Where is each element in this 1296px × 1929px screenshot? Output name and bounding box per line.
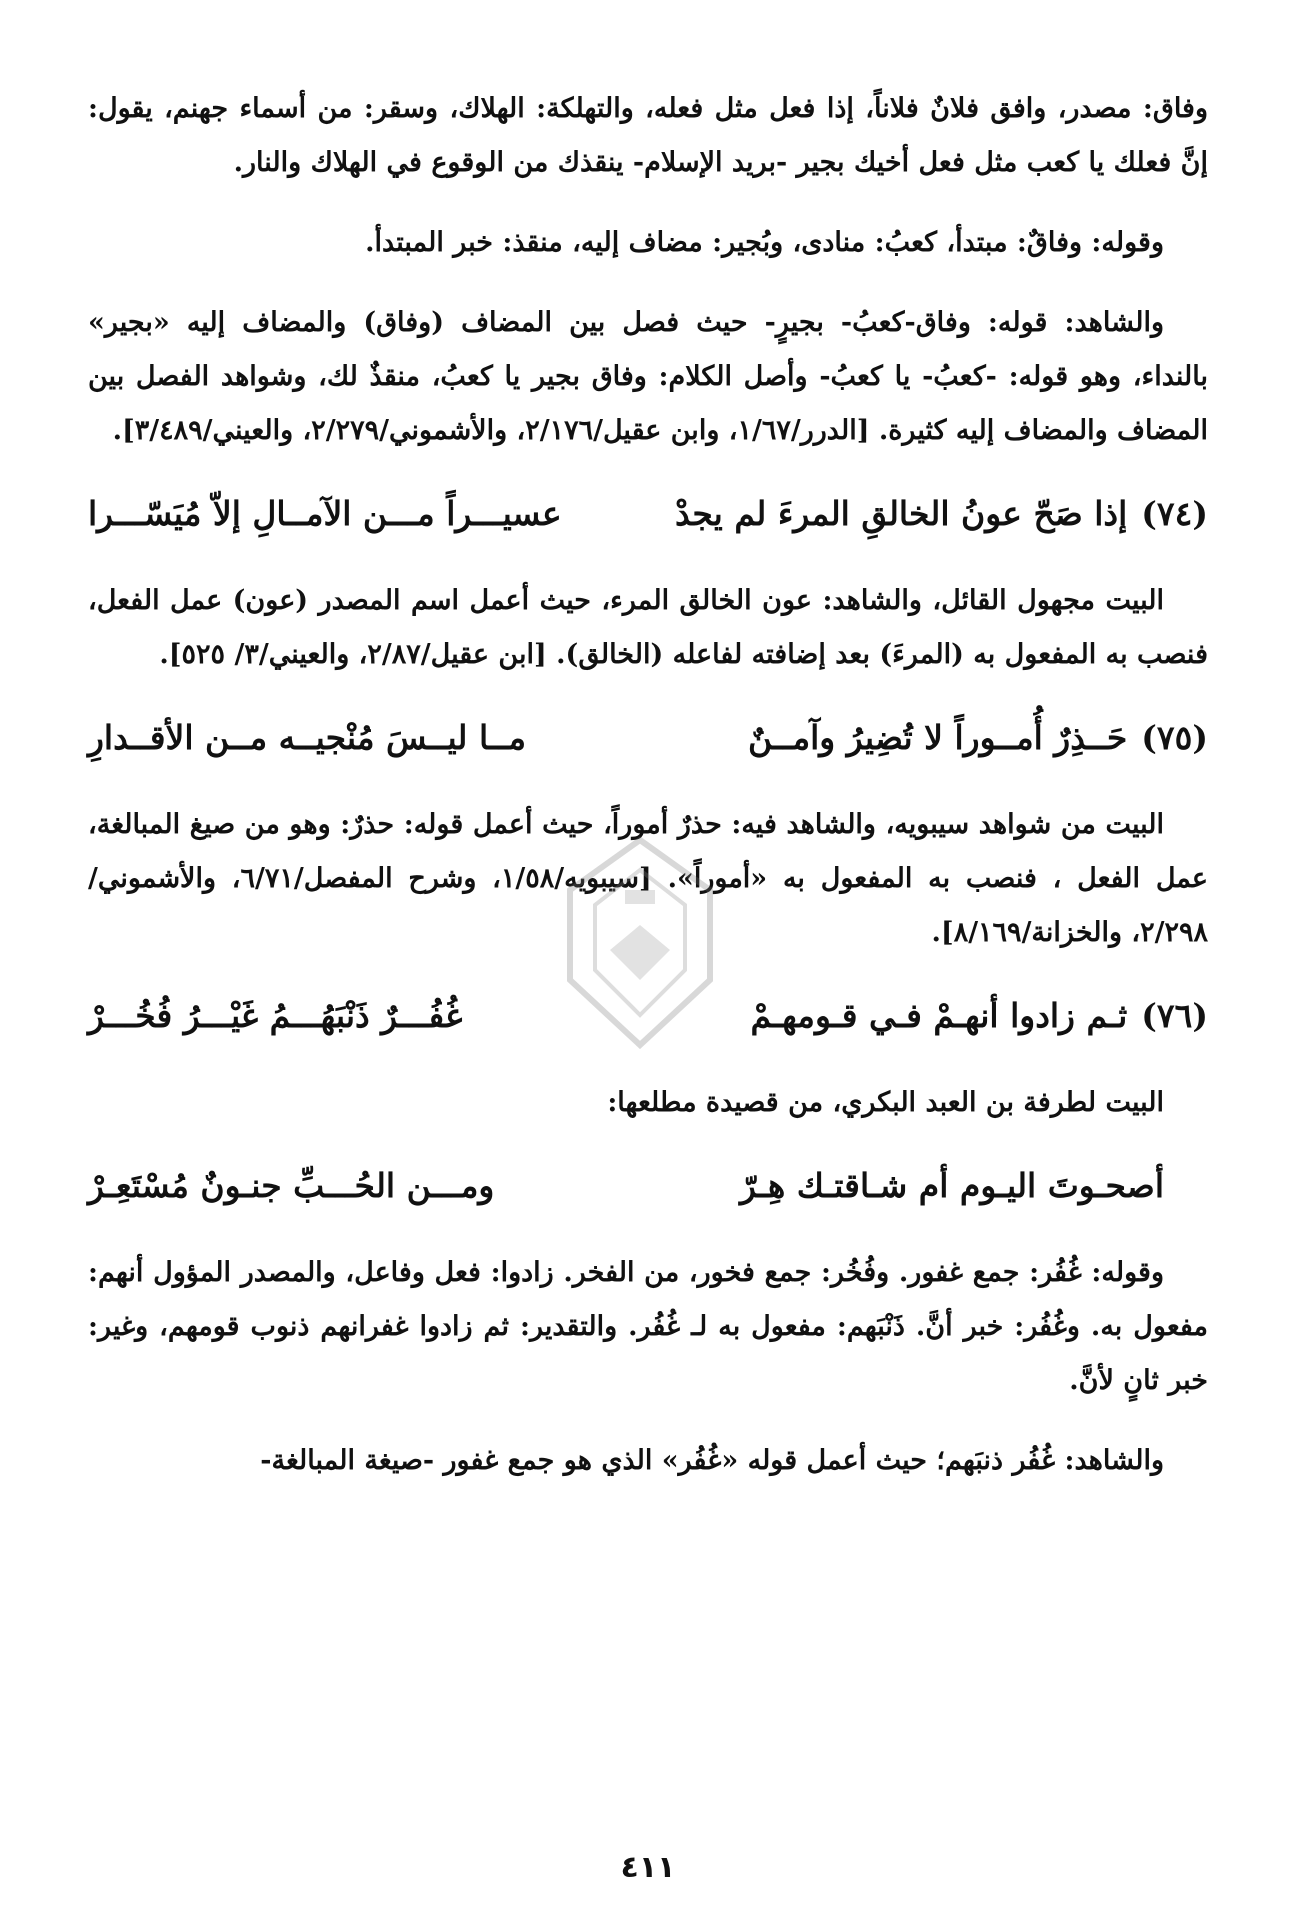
paragraph-6: البيت لطرفة بن العبد البكري، من قصيدة مطلعها: [607, 1087, 1164, 1118]
verse-75-second-hemistich: مــا ليــسَ مُنْجيــه مــن الأقــدارِ [87, 718, 527, 757]
verse-76-first-hemistich: ثـم زادوا أنهـمْ فـي قـومهـمْ [750, 996, 1128, 1035]
paragraph-1: وفاق: مصدر، وافق فلانٌ فلاناً، إذا فعل مثل فعله، والتهلكة: الهلاك، وسقر: من أسماء جهنم، يقول: إنَّ فعلك يا كعب مثل فعل أخيك بجير -بريد الإسلام- ينقذك من الوقوع في الهلاك والنار. [88, 93, 1208, 178]
verse-76-number: (٧٦) [1141, 996, 1208, 1035]
verse-75-number: (٧٥) [1141, 718, 1208, 757]
verse-matla [88, 1156, 1208, 1216]
verse-74 [88, 484, 1208, 544]
verse-74-second-hemistich: عسيـــراً مـــن الآمــالِ إلاّ مُيَسّـــرا [87, 494, 562, 533]
paragraph-2: وقوله: وفاقٌ: مبتدأ، كعبُ: منادى، وبُجير: مضاف إليه، منقذ: خبر المبتدأ. [365, 227, 1164, 258]
page-body [88, 82, 1208, 1514]
library-seal-watermark-icon [540, 830, 740, 1060]
paragraph-3: والشاهد: قوله: وفاق-كعبُ- بجيرٍ- حيث فصل بين المضاف (وفاق) والمضاف إليه «بجير» بالنداء، وهو قوله: -كعبُ- يا كعبُ- وأصل الكلام: وفاق بجير يا كعبُ، منقذٌ لك، وشواهد الفصل بين المضاف والمضاف إليه كثيرة. [الدرر/١/٦٧، وابن عقيل/٢/١٧٦، والأشموني/٢/٢٧٩، والعيني/٣/٤٨٩]. [88, 307, 1208, 446]
verse-76-second-hemistich: غُفُـــرٌ ذَنْبَهُـــمُ غَيْـــرُ فُخُـــرْ [87, 996, 463, 1035]
verse-75 [88, 708, 1208, 768]
paragraph-5: البيت من شواهد سيبويه، والشاهد فيه: حذرٌ أموراً، حيث أعمل قوله: حذرٌ: وهو من صيغ المبالغة، عمل الفعل ، فنصب به المفعول به «أموراً». [سيبويه/١/٥٨، وشرح المفصل/٦/٧١، والأشموني/٢/٢٩٨، والخزانة/٨/١٦٩]. [88, 809, 1208, 948]
paragraph-4: البيت مجهول القائل، والشاهد: عون الخالق المرء، حيث أعمل اسم المصدر (عون) عمل الفعل، فنصب به المفعول به (المرءَ) بعد إضافته لفاعله (الخالق). [ابن عقيل/٢/٨٧، والعيني/٣/ ٥٢٥]. [88, 585, 1208, 670]
paragraph-8: والشاهد: غُفُر ذنبَهم؛ حيث أعمل قوله «غُفُر» الذي هو جمع غفور -صيغة المبالغة- [260, 1445, 1164, 1476]
paragraph-7: وقوله: غُفُر: جمع غفور. وفُخُر: جمع فخور، من الفخر. زادوا: فعل وفاعل، والمصدر المؤول أنهم: مفعول به. وغُفُر: خبر أنَّ. ذَنْبَهم: مفعول به لـ غُفُر. والتقدير: ثم زادوا غفرانهم ذنوب قومهم، وغير: خبر ثانٍ لأنَّ. [88, 1257, 1208, 1396]
verse-74-first-hemistich: إذا صَحّ عونُ الخالقِ المرءَ لم يجدْ [675, 494, 1128, 533]
verse-74-number: (٧٤) [1141, 494, 1208, 533]
verse-75-first-hemistich: حَــذِرٌ أُمــوراً لا تُضِيرُ وآمــنٌ [747, 718, 1128, 757]
verse-matla-first-hemistich: أصحـوتَ اليـوم أم شـاقتـك هِـرّ [739, 1166, 1164, 1205]
page-number: ٤١١ [620, 1850, 676, 1885]
verse-matla-second-hemistich: ومـــن الحُـــبِّ جنـونٌ مُسْتَعِـرْ [88, 1166, 495, 1205]
